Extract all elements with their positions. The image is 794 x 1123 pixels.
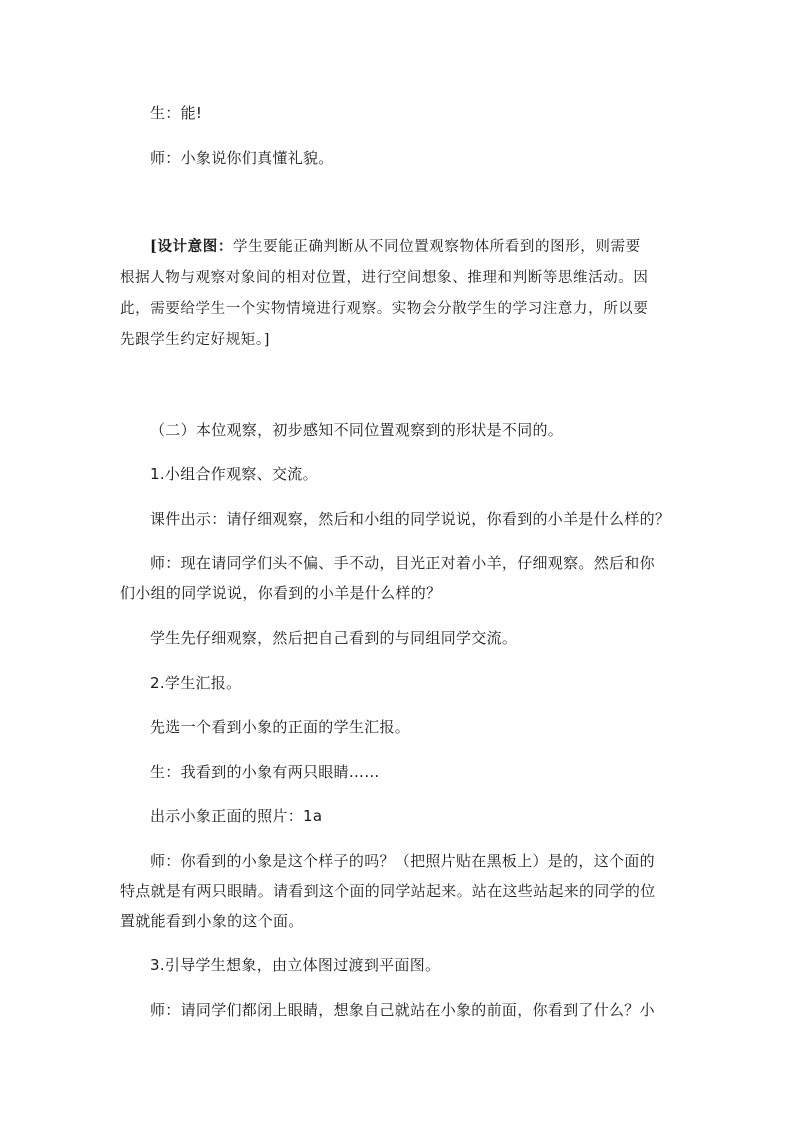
design-intent-line-3: 此，需要给学生一个实物情境进行观察。实物会分散学生的学习注意力，所以要	[120, 301, 649, 317]
step-2-title: 2.学生汇报。	[150, 674, 242, 692]
student-reply: 生：能!	[150, 104, 203, 122]
teacher-instruction-line-1: 师：现在请同学们头不偏、手不动，目光正对着小羊，仔细观察。然后和你	[150, 554, 655, 572]
section-heading: （二）本位观察，初步感知不同位置观察到的形状是不同的。	[150, 421, 564, 439]
select-student: 先选一个看到小象的正面的学生汇报。	[150, 718, 411, 736]
students-exchange: 学生先仔细观察，然后把自己看到的与同组同学交流。	[150, 629, 518, 647]
design-intent-line-1	[150, 237, 710, 257]
teacher-imagine-line-1: 师：请同学们都闭上眼睛，想象自己就站在小象的前面，你看到了什么？小	[150, 1001, 655, 1019]
teacher-question-line-3: 置就能看到小象的这个面。	[120, 912, 304, 930]
step-3-title: 3.引导学生想象，由立体图过渡到平面图。	[150, 956, 441, 974]
design-intent-line-4: 先跟学生约定好规矩。]	[120, 332, 271, 348]
show-photo: 出示小象正面的照片：1a	[150, 807, 323, 825]
teacher-question-line-2: 特点就是有两只眼睛。请看到这个面的同学站起来。站在这些站起来的同学的位	[120, 882, 656, 900]
teacher-question-line-1: 师：你看到的小象是这个样子的吗？（把照片贴在黑板上）是的，这个面的	[150, 852, 655, 870]
teacher-remark: 师：小象说你们真懂礼貌。	[150, 149, 334, 167]
design-intent-label: [设计意图：	[150, 238, 233, 255]
teacher-instruction-line-2: 们小组的同学说说，你看到的小羊是什么样的？	[120, 584, 442, 602]
student-report: 生：我看到的小象有两只眼睛……	[150, 763, 380, 781]
design-intent-line-2: 根据人物与观察对象间的相对位置，进行空间想象、推理和判断等思维活动。因	[120, 270, 649, 286]
design-intent-text: 学生要能正确判断从不同位置观察物体所看到的图形，则需要	[232, 239, 641, 255]
courseware-prompt: 课件出示：请仔细观察，然后和小组的同学说说，你看到的小羊是什么样的？	[150, 510, 671, 528]
step-1-title: 1.小组合作观察、交流。	[150, 465, 318, 483]
